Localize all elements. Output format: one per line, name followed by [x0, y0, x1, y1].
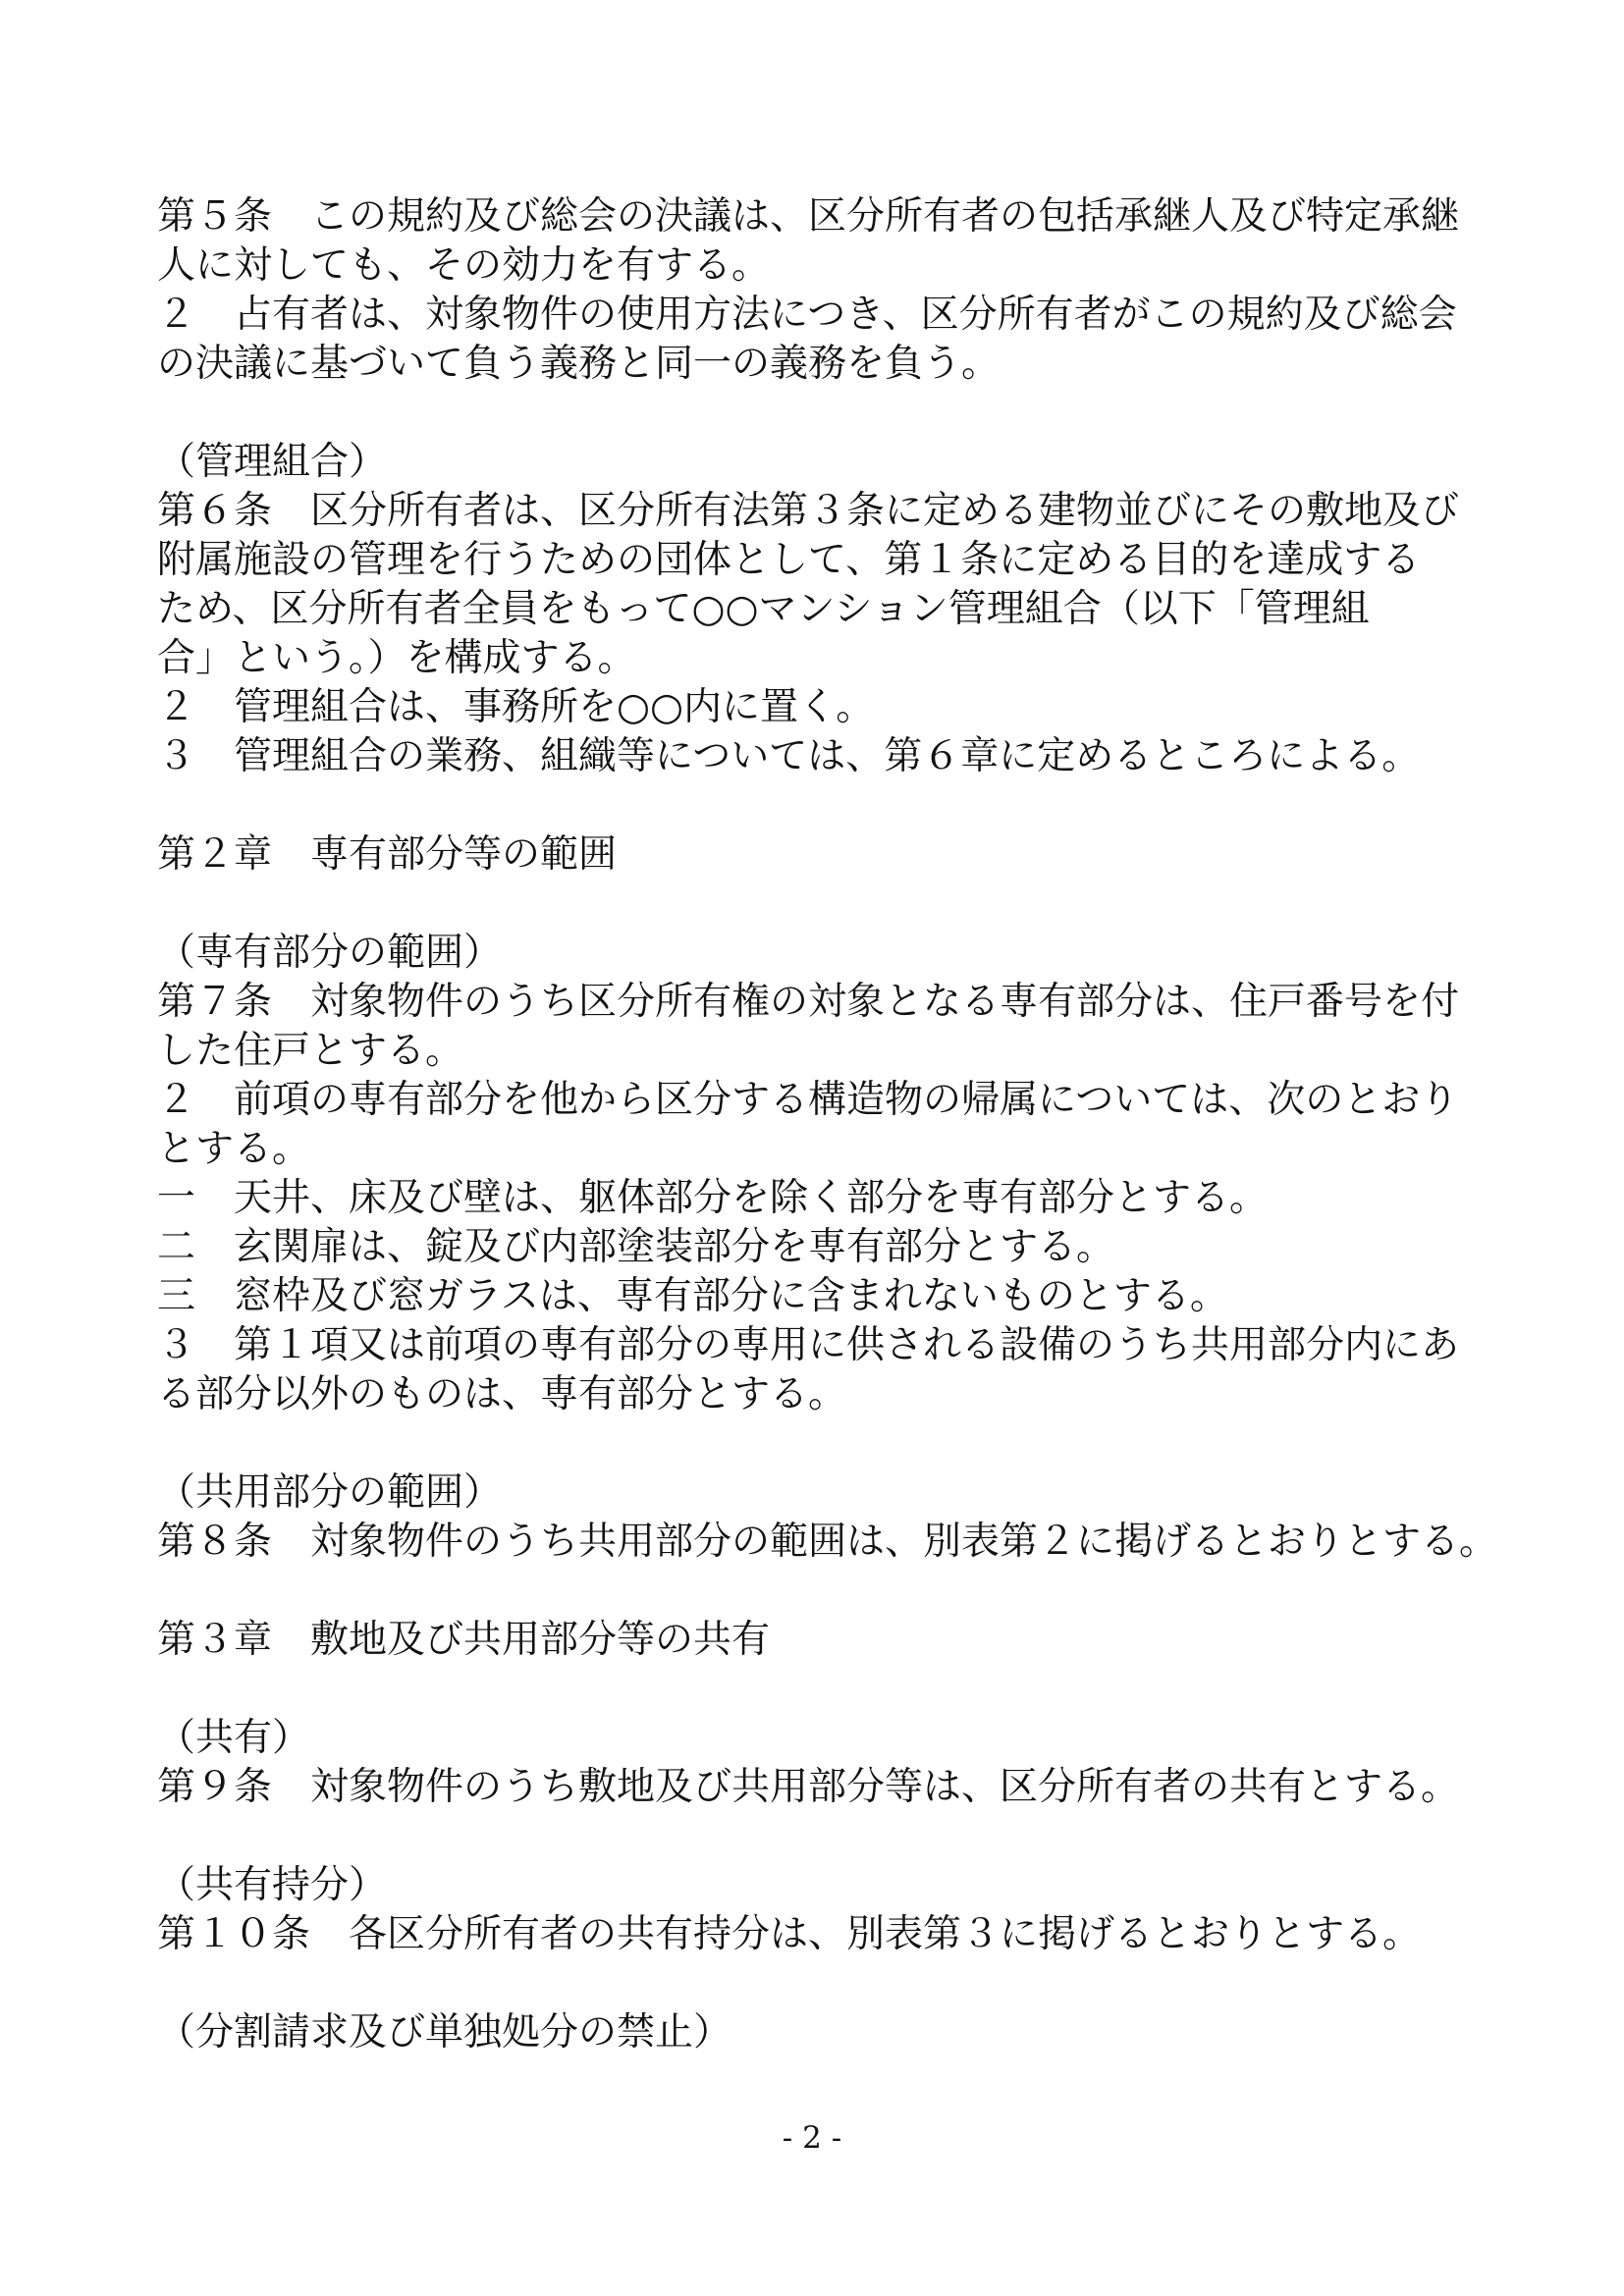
article-caption: （分割請求及び単独処分の禁止） [157, 2010, 732, 2055]
list-item: 三 窓枠及び窓ガラスは、専有部分に含まれないものとする。 [157, 1274, 1228, 1318]
article-caption: （専有部分の範囲） [157, 931, 503, 975]
article-continuation-line: した住戸とする。 [157, 1029, 464, 1073]
paragraph-continuation-line: の決議に基づいて負う義務と同一の義務を負う。 [157, 342, 1001, 386]
article-caption: （共有） [157, 1716, 311, 1760]
paragraph-line: ２ 管理組合は、事務所を○○内に置く。 [157, 685, 875, 729]
paragraph-line: ２ 前項の専有部分を他から区分する構造物の帰属については、次のとおり [157, 1078, 1459, 1122]
chapter-heading: 第３章 敷地及び共用部分等の共有 [157, 1618, 771, 1662]
chapter-heading: 第２章 専有部分等の範囲 [157, 832, 618, 877]
paragraph-continuation-line: とする。 [157, 1127, 311, 1171]
list-item: 一 天井、床及び壁は、躯体部分を除く部分を専有部分とする。 [157, 1176, 1269, 1220]
article-line: 第５条 この規約及び総会の決議は、区分所有者の包括承継人及び特定承継 [157, 194, 1460, 239]
paragraph-continuation-line: る部分以外のものは、専有部分とする。 [157, 1372, 847, 1416]
blank-line [157, 1567, 1512, 1616]
paragraph-line: ３ 第１項又は前項の専有部分の専用に供される設備のうち共用部分内にあ [157, 1323, 1460, 1367]
page-number: - 2 - [782, 2120, 842, 2156]
article-line: 第６条 区分所有者は、区分所有法第３条に定める建物並びにその敷地及び [157, 489, 1460, 533]
paragraph-line: ３ 管理組合の業務、組織等については、第６章に定めるところによる。 [157, 734, 1421, 778]
article-line: 第９条 対象物件のうち敷地及び共用部分等は、区分所有者の共有とする。 [157, 1765, 1460, 1809]
blank-line [157, 1812, 1512, 1861]
article-continuation-line: 人に対しても、その効力を有する。 [157, 243, 771, 288]
article-line: 第７条 対象物件のうち区分所有権の対象となる専有部分は、住戸番号を付 [157, 980, 1460, 1024]
list-item: 二 玄関扉は、錠及び内部塗装部分を専有部分とする。 [157, 1225, 1115, 1269]
document-body [157, 192, 1512, 2057]
article-continuation-line: 附属施設の管理を行うための団体として、第１条に定める目的を達成する [157, 538, 1421, 582]
article-line: 第８条 対象物件のうち共用部分の範囲は、別表第２に掲げるとおりとする。 [157, 1520, 1498, 1564]
blank-line [157, 781, 1512, 830]
article-caption: （管理組合） [157, 440, 388, 484]
article-caption: （共用部分の範囲） [157, 1470, 503, 1515]
blank-line [157, 880, 1512, 929]
blank-line [157, 1665, 1512, 1714]
article-continuation-line: 合」という。）を構成する。 [157, 636, 636, 680]
paragraph-line: ２ 占有者は、対象物件の使用方法につき、区分所有者がこの規約及び総会 [157, 293, 1457, 337]
blank-line [157, 1419, 1512, 1468]
blank-line [157, 1959, 1512, 2008]
blank-line [157, 389, 1512, 438]
article-line: 第１０条 各区分所有者の共有持分は、別表第３に掲げるとおりとする。 [157, 1912, 1422, 1956]
article-continuation-line: ため、区分所有者全員をもって○○マンション管理組合（以下「管理組 [157, 587, 1370, 631]
article-caption: （共有持分） [157, 1863, 388, 1907]
